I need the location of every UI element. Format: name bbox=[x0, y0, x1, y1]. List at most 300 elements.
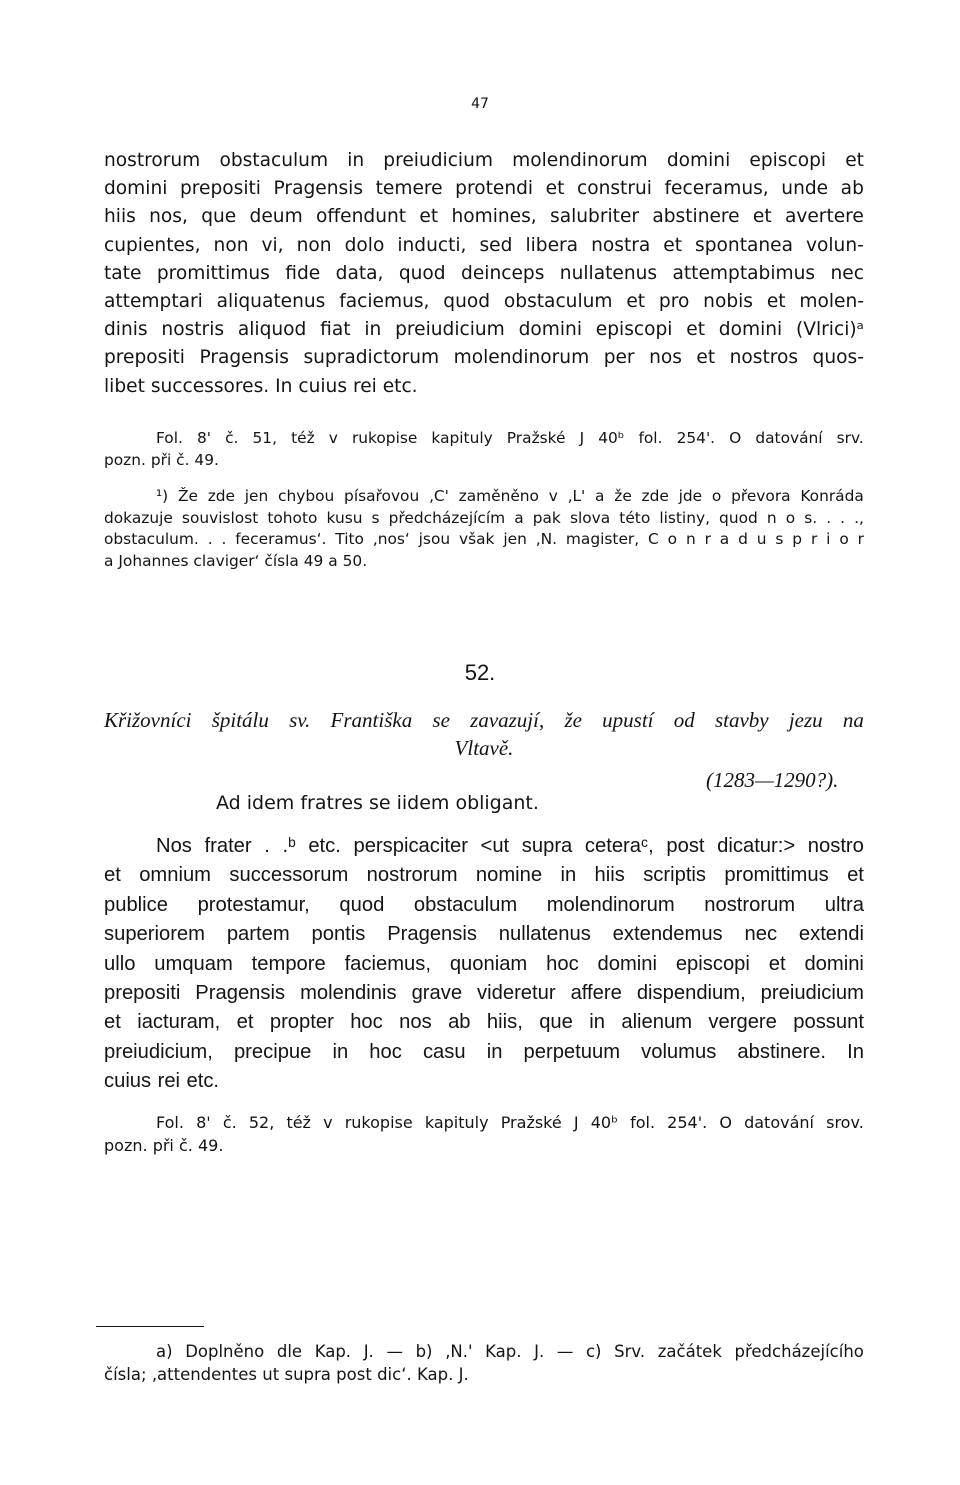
word: homines, bbox=[451, 206, 537, 228]
word: u bbox=[756, 530, 767, 549]
word: partem bbox=[226, 923, 290, 946]
word: prepositi bbox=[104, 347, 185, 369]
word: o bbox=[785, 508, 796, 527]
word: Nos bbox=[156, 835, 192, 857]
footnote-line bbox=[104, 1363, 864, 1386]
text-line bbox=[104, 344, 864, 372]
word: však bbox=[459, 530, 495, 549]
word: jen bbox=[503, 530, 527, 549]
text-line bbox=[104, 920, 864, 949]
word: extendemus bbox=[612, 923, 723, 946]
word: ‚attendentes bbox=[151, 1365, 257, 1384]
word: etc. bbox=[382, 375, 418, 397]
word: v bbox=[323, 1113, 333, 1132]
word: Kap. bbox=[314, 1342, 352, 1361]
word: jde bbox=[678, 487, 703, 505]
word: zavazují, bbox=[470, 708, 545, 732]
word: 254'. bbox=[676, 429, 716, 447]
word: Pragensis bbox=[273, 178, 364, 200]
word: et bbox=[663, 234, 683, 256]
word: superiorem bbox=[104, 923, 205, 946]
word: supradictorum bbox=[303, 347, 440, 369]
word: preiudicium bbox=[395, 319, 505, 341]
word: salubriter bbox=[550, 206, 640, 228]
word: ceteraᶜ, bbox=[584, 835, 654, 857]
word: et bbox=[768, 952, 786, 975]
word: unde bbox=[781, 178, 829, 200]
word: ‚N. bbox=[535, 530, 558, 549]
footnote-line bbox=[104, 508, 864, 530]
word: dicatur:> bbox=[717, 835, 796, 857]
word: zde bbox=[641, 487, 669, 505]
word: ullo bbox=[104, 952, 136, 975]
word: C bbox=[648, 530, 659, 549]
word: obstaculum bbox=[219, 150, 329, 171]
word: quod bbox=[339, 893, 385, 916]
word: feceramus, bbox=[664, 178, 769, 200]
word: nostris bbox=[161, 319, 225, 341]
word: převora bbox=[731, 487, 791, 505]
word: 49 bbox=[303, 551, 324, 570]
word: et bbox=[104, 1011, 121, 1034]
word: cupientes, bbox=[104, 234, 201, 256]
word: domini bbox=[104, 178, 168, 200]
word: d bbox=[738, 530, 748, 549]
word: J bbox=[573, 1113, 579, 1132]
text-line bbox=[104, 316, 864, 344]
word: ‚C' bbox=[428, 487, 449, 505]
word: a bbox=[719, 530, 730, 549]
word: od bbox=[673, 708, 695, 732]
title-line bbox=[104, 706, 864, 734]
source-note-1 bbox=[104, 428, 864, 471]
text-line bbox=[104, 832, 864, 861]
word: nec bbox=[744, 923, 778, 946]
word: nullatenus bbox=[498, 923, 591, 946]
word: et bbox=[686, 319, 705, 341]
word: srov. bbox=[826, 1113, 864, 1132]
word: rei bbox=[352, 375, 377, 397]
word: ‚L' bbox=[567, 487, 586, 505]
word: faciemus, bbox=[339, 291, 430, 313]
word: — bbox=[386, 1342, 403, 1361]
word: promittimus bbox=[724, 864, 829, 887]
word: Kap. bbox=[416, 1365, 454, 1384]
word: supra bbox=[284, 1365, 331, 1384]
word: Tito bbox=[335, 530, 364, 549]
word: et bbox=[626, 291, 646, 313]
word: perspicaciter bbox=[353, 835, 468, 857]
word: possunt bbox=[793, 1011, 864, 1034]
document-subtitle: Ad idem fratres se iidem obligant. bbox=[216, 792, 539, 814]
word: protendi bbox=[455, 178, 534, 200]
word: Pragensis bbox=[387, 923, 477, 946]
note-line bbox=[104, 428, 864, 450]
word: nobis bbox=[703, 291, 753, 313]
word: nomine bbox=[475, 864, 543, 887]
word: začátek bbox=[657, 1342, 722, 1361]
word: etc. bbox=[308, 835, 341, 857]
document-title bbox=[104, 706, 864, 762]
word: data, bbox=[335, 262, 384, 284]
word: attemptabimus bbox=[672, 262, 816, 284]
word: pontis bbox=[311, 923, 366, 946]
word: cuius bbox=[104, 1070, 152, 1093]
word: videretur bbox=[477, 982, 556, 1005]
word: a) bbox=[156, 1342, 173, 1361]
word: in bbox=[560, 864, 577, 887]
word: claviger‘ bbox=[193, 551, 260, 570]
word: post bbox=[666, 835, 705, 857]
word: o bbox=[667, 530, 678, 549]
footnote-line bbox=[104, 1340, 864, 1363]
word: 50. bbox=[342, 551, 368, 570]
word: nos bbox=[399, 1011, 432, 1034]
word: Pragensis bbox=[195, 982, 286, 1005]
word: n bbox=[685, 530, 696, 549]
word: umquam bbox=[154, 952, 233, 975]
word: per bbox=[603, 347, 635, 369]
word: n bbox=[766, 508, 777, 527]
word: a bbox=[104, 551, 114, 570]
word: domini bbox=[718, 319, 783, 341]
word: Fol. bbox=[156, 429, 183, 447]
word: abstinere bbox=[652, 206, 740, 228]
word: zaměněno bbox=[458, 487, 539, 505]
word: Johannes bbox=[118, 551, 189, 570]
word: et bbox=[752, 206, 772, 228]
word: Konráda bbox=[800, 487, 864, 505]
word: nostro bbox=[807, 835, 864, 857]
word: affere bbox=[570, 982, 622, 1005]
word: scriptis bbox=[643, 864, 707, 887]
word: srv. bbox=[836, 429, 864, 447]
word: čísla bbox=[264, 551, 299, 570]
word: Že bbox=[177, 487, 198, 505]
word: que bbox=[201, 206, 237, 228]
word: aliquod bbox=[237, 319, 307, 341]
word: deum bbox=[249, 206, 303, 228]
word: volun- bbox=[806, 234, 864, 256]
word: extendi bbox=[798, 923, 864, 946]
word: č. bbox=[225, 429, 239, 447]
word: avertere bbox=[784, 206, 864, 228]
word: J bbox=[579, 429, 585, 447]
word: dle bbox=[276, 1342, 303, 1361]
word: ab bbox=[448, 1011, 471, 1034]
word: fiat bbox=[320, 319, 351, 341]
word: O bbox=[729, 429, 742, 447]
word: obstaculum. bbox=[104, 530, 199, 549]
word: nostra bbox=[591, 234, 651, 256]
word: v bbox=[328, 429, 338, 447]
page-number: 47 bbox=[471, 96, 489, 112]
text-line bbox=[104, 1067, 864, 1096]
text-line bbox=[104, 175, 864, 203]
word: nos bbox=[649, 347, 682, 369]
word: protestamur, bbox=[197, 893, 310, 916]
word: O bbox=[719, 1113, 732, 1132]
word: čísla; bbox=[104, 1365, 147, 1384]
word: stavby bbox=[714, 708, 769, 732]
footnote-line bbox=[104, 486, 864, 508]
word: s bbox=[371, 508, 380, 527]
word: molendinis bbox=[300, 982, 397, 1005]
word: dic‘. bbox=[377, 1365, 412, 1384]
word: sv. bbox=[289, 708, 311, 732]
word: J. bbox=[363, 1342, 374, 1361]
word: omnium bbox=[139, 864, 212, 887]
word: ‚nos‘ bbox=[372, 530, 410, 549]
word: In bbox=[275, 375, 293, 397]
word: hoc bbox=[350, 1011, 383, 1034]
word: quoniam bbox=[449, 952, 528, 975]
word: ‚N.' bbox=[445, 1342, 473, 1361]
word: episcopi bbox=[675, 952, 750, 975]
word: volumus bbox=[641, 1040, 717, 1063]
word: 49. bbox=[197, 1135, 224, 1155]
text-line bbox=[104, 950, 864, 979]
word: quod bbox=[719, 508, 758, 527]
word: Pragensis bbox=[199, 347, 289, 369]
word: a bbox=[595, 487, 605, 505]
word: pozn. bbox=[104, 450, 146, 469]
word: špitálu bbox=[211, 708, 269, 732]
word: 254'. bbox=[667, 1113, 708, 1132]
word: et bbox=[419, 206, 439, 228]
word: .ᵇ bbox=[282, 835, 296, 857]
word: et bbox=[104, 864, 121, 887]
word: episcopi bbox=[595, 319, 673, 341]
word: se bbox=[432, 708, 450, 732]
bottom-footnotes bbox=[104, 1340, 864, 1386]
word: J. bbox=[534, 1342, 545, 1361]
word: Pražské bbox=[506, 429, 566, 447]
paragraph-1 bbox=[104, 147, 864, 401]
word: aliquatenus bbox=[216, 291, 326, 313]
word: construi bbox=[576, 178, 652, 200]
word: pak bbox=[532, 508, 561, 527]
word: též bbox=[286, 1113, 311, 1132]
word: <ut bbox=[480, 835, 510, 857]
word: upustí bbox=[602, 708, 654, 732]
word: hoc bbox=[546, 952, 579, 975]
word: et bbox=[545, 178, 565, 200]
text-line bbox=[104, 861, 864, 890]
word: datování bbox=[755, 429, 823, 447]
word: že bbox=[614, 487, 632, 505]
word: non bbox=[213, 234, 249, 256]
footnote-line bbox=[104, 529, 864, 551]
word: pro bbox=[658, 291, 690, 313]
text-line bbox=[104, 232, 864, 260]
word: que bbox=[539, 1011, 573, 1034]
word: dokazuje bbox=[104, 508, 173, 527]
note-line bbox=[104, 1112, 864, 1135]
word: na bbox=[842, 708, 864, 732]
word: v bbox=[548, 487, 558, 505]
word: sed bbox=[479, 234, 513, 256]
word: abstinere. bbox=[737, 1040, 827, 1063]
word: pozn. bbox=[104, 1135, 148, 1155]
word: č. bbox=[178, 1135, 193, 1155]
word: vergere bbox=[708, 1011, 777, 1034]
word: J. bbox=[458, 1365, 469, 1384]
word: tate bbox=[104, 262, 142, 284]
word: dinis bbox=[104, 319, 148, 341]
word: 49. bbox=[194, 450, 219, 469]
word: iacturam, bbox=[137, 1011, 221, 1034]
word: inducti, bbox=[397, 234, 467, 256]
word: 52, bbox=[248, 1113, 275, 1132]
word: nostrorum bbox=[704, 893, 796, 916]
word: . bbox=[264, 835, 270, 857]
word: cuius bbox=[298, 375, 348, 397]
word: 40ᵇ bbox=[590, 1113, 618, 1132]
word: successorum bbox=[229, 864, 349, 887]
word: ab bbox=[840, 178, 864, 200]
footnote-1 bbox=[104, 486, 864, 572]
word: spontanea bbox=[695, 234, 793, 256]
word: Fol. bbox=[156, 1113, 184, 1132]
word: 40ᵇ bbox=[598, 429, 625, 447]
note-line bbox=[104, 1135, 864, 1158]
text-line bbox=[104, 373, 864, 401]
word: prepositi bbox=[104, 982, 181, 1005]
word: . bbox=[840, 508, 846, 527]
word: prepositi bbox=[180, 178, 261, 200]
word: fol. bbox=[630, 1113, 656, 1132]
word: předcházejícím bbox=[388, 508, 506, 527]
document-date: (1283—1290?). bbox=[706, 768, 839, 792]
word: a bbox=[514, 508, 524, 527]
word: in bbox=[364, 319, 382, 341]
word: ¹) bbox=[156, 487, 169, 505]
word: quos- bbox=[812, 347, 864, 369]
word: precipue bbox=[233, 1040, 312, 1063]
word: hiis, bbox=[486, 1011, 523, 1034]
word: p bbox=[792, 530, 803, 549]
source-note-2 bbox=[104, 1112, 864, 1157]
word: nostrorum bbox=[104, 150, 201, 171]
word: offendunt bbox=[316, 206, 407, 228]
word: domini bbox=[804, 952, 864, 975]
word: chybou bbox=[278, 487, 335, 505]
word: jen bbox=[244, 487, 269, 505]
word: kapituly bbox=[424, 1113, 489, 1132]
word: hoc bbox=[369, 1040, 402, 1063]
word: post bbox=[336, 1365, 372, 1384]
word: in bbox=[347, 150, 365, 171]
word: slova bbox=[569, 508, 611, 527]
word: preiudicium bbox=[760, 982, 864, 1005]
word: nullatenus bbox=[559, 262, 658, 284]
text-line bbox=[104, 203, 864, 231]
word: et bbox=[847, 864, 864, 887]
word: domini bbox=[518, 319, 582, 341]
word: předcházejícího bbox=[734, 1342, 864, 1361]
title-line: Vltavě. bbox=[454, 736, 514, 760]
word: deinceps bbox=[461, 262, 545, 284]
word: r bbox=[810, 530, 818, 549]
word: Srv. bbox=[614, 1342, 646, 1361]
word: successores. bbox=[150, 375, 270, 397]
note-line bbox=[104, 450, 864, 472]
text-line bbox=[104, 260, 864, 288]
word: casu bbox=[422, 1040, 466, 1063]
word: frater bbox=[204, 835, 252, 857]
word: supra bbox=[521, 835, 573, 857]
word: domini bbox=[597, 952, 657, 975]
word: jezu bbox=[788, 708, 823, 732]
word: libet bbox=[104, 375, 145, 397]
word: molendinorum bbox=[546, 893, 675, 916]
word: tempore bbox=[251, 952, 326, 975]
word: et bbox=[766, 291, 786, 313]
word: in bbox=[332, 1040, 349, 1063]
word: o bbox=[711, 487, 722, 505]
word: s. bbox=[804, 508, 818, 527]
word: molendinorum bbox=[453, 347, 590, 369]
word: Františka bbox=[330, 708, 413, 732]
text-line bbox=[104, 979, 864, 1008]
word: domini bbox=[666, 150, 731, 171]
word: propter bbox=[269, 1011, 334, 1034]
word: grave bbox=[411, 982, 463, 1005]
word: temere bbox=[375, 178, 443, 200]
footnote-line bbox=[104, 551, 864, 573]
word: feceramus‘. bbox=[235, 530, 327, 549]
word: rei bbox=[157, 1070, 181, 1093]
word: rukopise bbox=[351, 429, 418, 447]
word: In bbox=[847, 1040, 864, 1063]
document-number: 52. bbox=[464, 660, 496, 685]
text-line bbox=[104, 288, 864, 316]
word: nostros bbox=[729, 347, 799, 369]
word: episcopi bbox=[749, 150, 827, 171]
word: zde bbox=[207, 487, 236, 505]
word: při bbox=[152, 1135, 174, 1155]
word: obstaculum bbox=[413, 893, 518, 916]
word: i bbox=[826, 530, 831, 549]
word: vi, bbox=[261, 234, 284, 256]
word: non bbox=[296, 234, 332, 256]
word: Kap. bbox=[485, 1342, 522, 1361]
footnote-divider bbox=[96, 1326, 204, 1327]
paragraph-2 bbox=[104, 832, 864, 1097]
word: písařovou bbox=[344, 487, 420, 505]
word: (Vlrici)ᵃ bbox=[796, 319, 864, 341]
word: perpetuum bbox=[523, 1040, 621, 1063]
word: magister, bbox=[565, 530, 640, 549]
word: hiis bbox=[594, 864, 625, 887]
word: dispendium, bbox=[636, 982, 746, 1005]
word: č. bbox=[222, 1113, 237, 1132]
word: molen- bbox=[799, 291, 864, 313]
word: quod bbox=[398, 262, 446, 284]
word: a bbox=[328, 551, 338, 570]
word: datování bbox=[744, 1113, 814, 1132]
word: č. bbox=[176, 450, 190, 469]
word: promittimus bbox=[156, 262, 270, 284]
word: preiudicium, bbox=[104, 1040, 213, 1063]
word: b) bbox=[415, 1342, 433, 1361]
word: . bbox=[221, 530, 227, 549]
text-line bbox=[104, 147, 864, 175]
word: ., bbox=[854, 508, 864, 527]
word: o bbox=[839, 530, 849, 549]
word: Křižovníci bbox=[104, 708, 192, 732]
